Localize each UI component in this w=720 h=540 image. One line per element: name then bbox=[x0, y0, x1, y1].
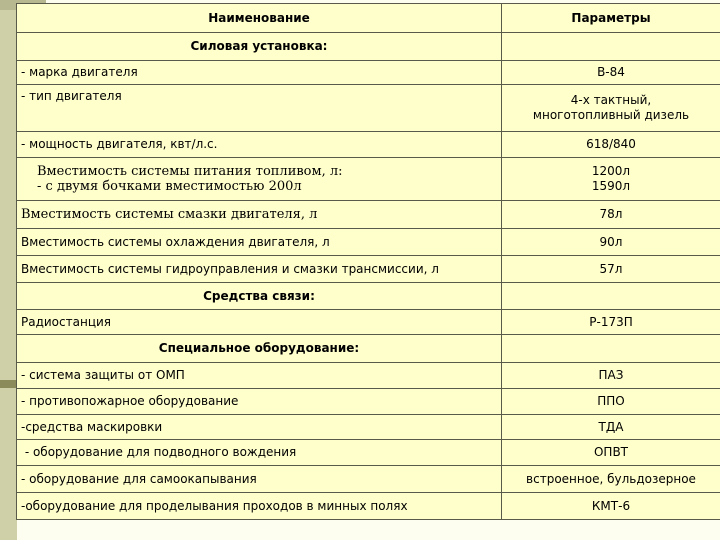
engine-brand-value: В-84 bbox=[502, 61, 720, 85]
wmd-label: - система защиты от ОМП bbox=[17, 363, 502, 389]
fuel-label-line2: - с двумя бочками вместимостью 200л bbox=[37, 179, 302, 194]
fuel-value bbox=[502, 158, 720, 201]
fuel-label bbox=[17, 158, 502, 201]
spec-table bbox=[16, 3, 720, 520]
table-row bbox=[17, 85, 720, 132]
strip-marker bbox=[0, 380, 17, 388]
table-row bbox=[17, 493, 720, 520]
section-power bbox=[17, 33, 502, 61]
mine-value: КМТ-6 bbox=[502, 493, 720, 520]
engine-type-value bbox=[502, 85, 720, 132]
wmd-value: ПАЗ bbox=[502, 363, 720, 389]
fuel-label-line1: Вместимость системы питания топливом, л: bbox=[37, 164, 343, 179]
header-params: Параметры bbox=[502, 4, 720, 33]
header-row bbox=[17, 4, 720, 33]
engine-type-label: - тип двигателя bbox=[17, 85, 502, 132]
mine-label: -оборудование для проделывания проходов в минных полях bbox=[17, 493, 502, 520]
section-special-empty bbox=[502, 335, 720, 363]
table-row bbox=[17, 389, 720, 415]
fuel-value-line2: 1590л bbox=[591, 179, 631, 193]
engine-power-value: 618/840 bbox=[502, 132, 720, 158]
table-row bbox=[17, 440, 720, 466]
section-power-label: Силовая установка: bbox=[190, 39, 328, 53]
engine-type-value-line1: 4-х тактный, bbox=[570, 93, 652, 107]
section-power-empty bbox=[502, 33, 720, 61]
camo-label: -средства маскировки bbox=[17, 415, 502, 440]
table-row bbox=[17, 61, 720, 85]
cooling-value: 90л bbox=[502, 229, 720, 256]
section-comm-label: Средства связи: bbox=[203, 288, 315, 303]
dig-label: - оборудование для самоокапывания bbox=[17, 466, 502, 493]
table-row bbox=[17, 201, 720, 229]
radio-label: Радиостанция bbox=[17, 310, 502, 335]
fuel-value-line1: 1200л bbox=[591, 164, 631, 178]
section-row-power bbox=[17, 33, 720, 61]
lube-value: 78л bbox=[502, 201, 720, 229]
section-special-label: Специальное оборудование: bbox=[158, 341, 360, 355]
table-row bbox=[17, 310, 720, 335]
fire-label: - противопожарное оборудование bbox=[17, 389, 502, 415]
section-row-comm bbox=[17, 283, 720, 310]
underwater-value: ОПВТ bbox=[502, 440, 720, 466]
camo-value: ТДА bbox=[502, 415, 720, 440]
engine-brand-label: - марка двигателя bbox=[17, 61, 502, 85]
table-row bbox=[17, 415, 720, 440]
hydraulic-label: Вместимость системы гидроуправления и смазки трансмиссии, л bbox=[17, 256, 502, 283]
cooling-label: Вместимость системы охлаждения двигателя, л bbox=[17, 229, 502, 256]
underwater-label: - оборудование для подводного вождения bbox=[17, 440, 502, 466]
lube-label: Вместимость системы смазки двигателя, л bbox=[17, 201, 502, 229]
section-comm bbox=[17, 283, 502, 310]
hydraulic-value: 57л bbox=[502, 256, 720, 283]
left-decor-strip bbox=[0, 0, 17, 540]
section-row-special bbox=[17, 335, 720, 363]
header-name: Наименование bbox=[17, 4, 502, 33]
fire-value: ППО bbox=[502, 389, 720, 415]
engine-power-label: - мощность двигателя, квт/л.с. bbox=[17, 132, 502, 158]
section-comm-empty bbox=[502, 283, 720, 310]
table-row bbox=[17, 132, 720, 158]
table-row bbox=[17, 158, 720, 201]
table-row bbox=[17, 229, 720, 256]
dig-value: встроенное, бульдозерное bbox=[502, 466, 720, 493]
table-row bbox=[17, 363, 720, 389]
table-row bbox=[17, 466, 720, 493]
section-special bbox=[17, 335, 502, 363]
radio-value: Р-173П bbox=[502, 310, 720, 335]
engine-type-value-line2: многотопливный дизель bbox=[532, 108, 690, 122]
table-row bbox=[17, 256, 720, 283]
